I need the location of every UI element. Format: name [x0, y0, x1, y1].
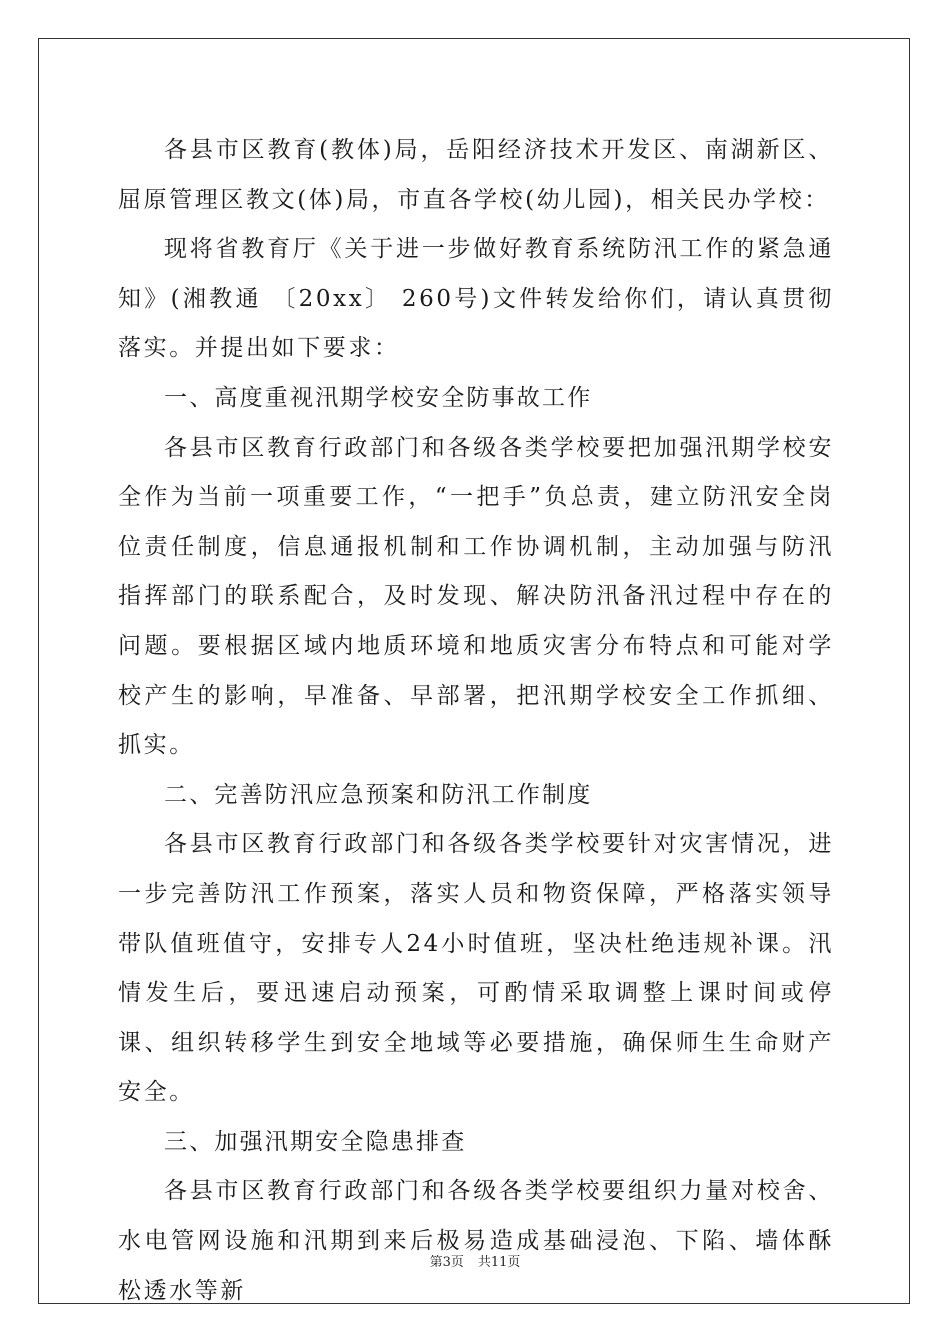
section-heading-3: 三、加强汛期安全隐患排查 — [164, 1128, 467, 1155]
page-footer — [0, 1251, 950, 1270]
intro-paragraph: 现将省教育厅《关于进一步做好教育系统防汛工作的紧急通知》(湘教通 〔20xx〕 260号)文件转发给你们，请认真贯彻落实。并提出如下要求： — [118, 236, 834, 362]
page-total: 共11页 — [477, 1255, 521, 1270]
section-body-1: 各县市区教育行政部门和各级各类学校要把加强汛期学校安全作为当前一项重要工作，“一把手”负总责，建立防汛安全岗位责任制度，信息通报机制和工作协调机制，主动加强与防汛指挥部门的联系配合，及时发现、解决防汛备汛过程中存在的问题。要根据区域内地质环境和地质灾害分布特点和可能对学校产生的影响，早准备、早部署，把汛期学校安全工作抓细、抓实。 — [118, 434, 834, 759]
section-heading-2: 二、完善防汛应急预案和防汛工作制度 — [164, 781, 593, 808]
section-heading-1: 一、高度重视汛期学校安全防事故工作 — [164, 384, 593, 411]
section-body-2: 各县市区教育行政部门和各级各类学校要针对灾害情况，进一步完善防汛工作预案，落实人员和物资保障，严格落实领导带队值班值守，安排专人24小时值班，坚决杜绝违规补课。汛情发生后，要迅速启动预案，可酌情采取调整上课时间或停课、组织转移学生到安全地域等必要措施，确保师生生命财产安全。 — [118, 831, 834, 1106]
section-body-3: 各县市区教育行政部门和各级各类学校要组织力量对校舍、水电管网设施和汛期到来后极易造成基础浸泡、下陷、墙体酥松透水等新 — [118, 1178, 834, 1304]
document-body — [118, 126, 834, 1316]
page-number: 第3页 — [429, 1255, 464, 1270]
salutation-paragraph: 各县市区教育(教体)局，岳阳经济技术开发区、南湖新区、屈原管理区教文(体)局，市直各学校(幼儿园)，相关民办学校： — [118, 137, 834, 213]
